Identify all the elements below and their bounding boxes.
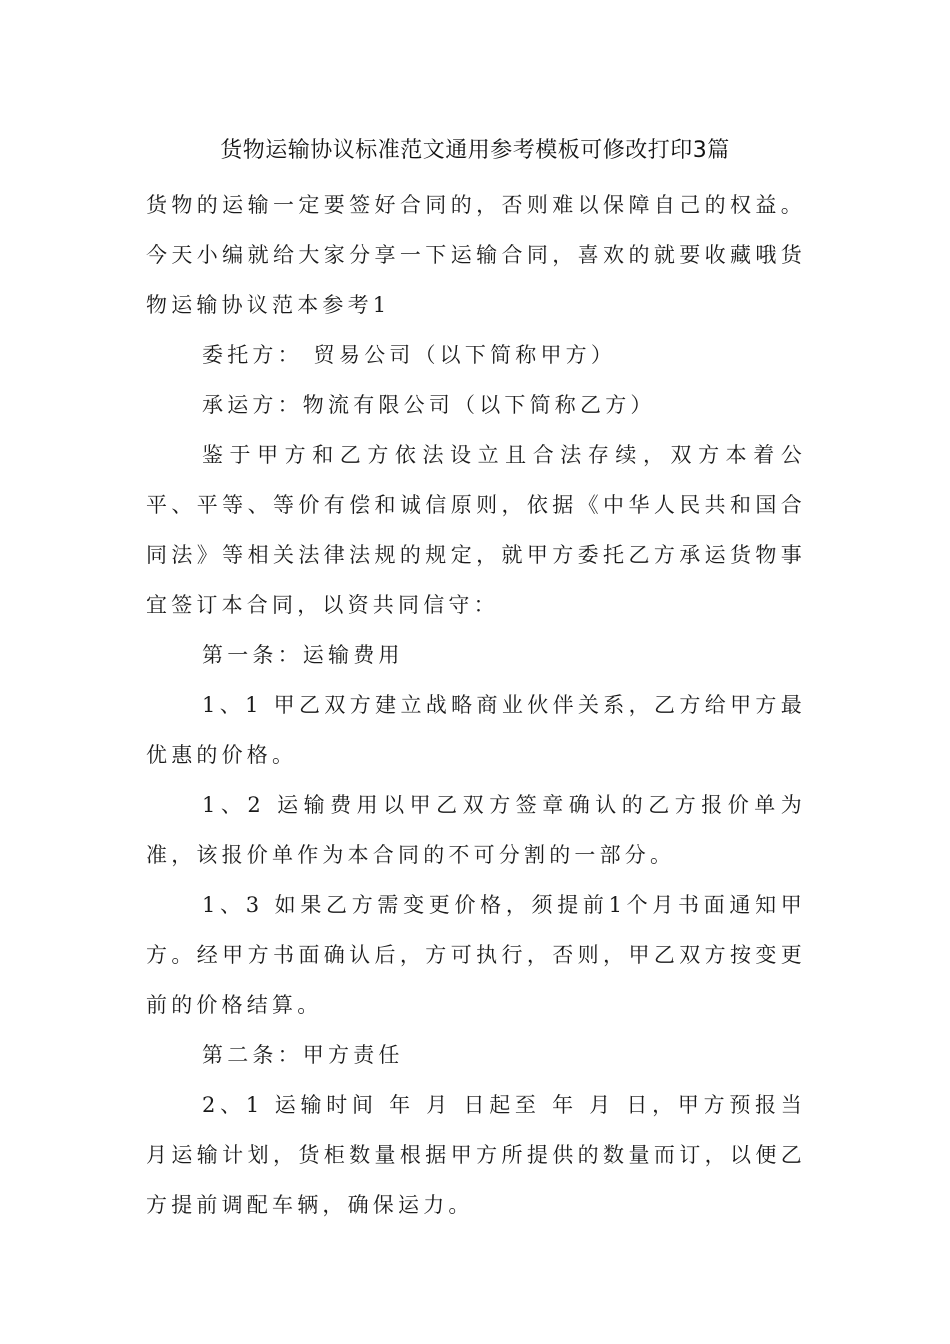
document-title: 货物运输协议标准范文通用参考模板可修改打印3篇 <box>220 138 730 163</box>
document-body <box>146 180 806 1230</box>
clause-2-1: 2、1 运输时间 年 月 日起至 年 月 日，甲方预报当月运输计划，货柜数量根据甲方所提供的数量而订，以便乙方提前调配车辆，确保运力。 <box>146 1093 806 1217</box>
article-2-heading: 第二条：甲方责任 <box>202 1043 404 1067</box>
clause-1-3: 1、3 如果乙方需变更价格，须提前1个月书面通知甲方。经甲方书面确认后，方可执行，否则，甲乙双方按变更前的价格结算。 <box>146 893 806 1017</box>
carrier-party-line: 承运方：物流有限公司（以下简称乙方） <box>202 393 656 417</box>
clause-1-2: 1、2 运输费用以甲乙双方签章确认的乙方报价单为准，该报价单作为本合同的不可分割的一部分。 <box>146 793 806 867</box>
clause-1-1: 1、1 甲乙双方建立战略商业伙伴关系，乙方给甲方最优惠的价格。 <box>146 693 806 767</box>
article-1-heading: 第一条：运输费用 <box>202 643 404 667</box>
client-party-line: 委托方： 贸易公司（以下简称甲方） <box>202 343 617 367</box>
intro-paragraph: 货物的运输一定要签好合同的，否则难以保障自己的权益。今天小编就给大家分享一下运输合同，喜欢的就要收藏哦货物运输协议范本参考1 <box>146 193 806 317</box>
preamble-paragraph: 鉴于甲方和乙方依法设立且合法存续，双方本着公平、平等、等价有偿和诚信原则，依据《中华人民共和国合同法》等相关法律法规的规定，就甲方委托乙方承运货物事宜签订本合同，以资共同信守： <box>146 443 806 617</box>
